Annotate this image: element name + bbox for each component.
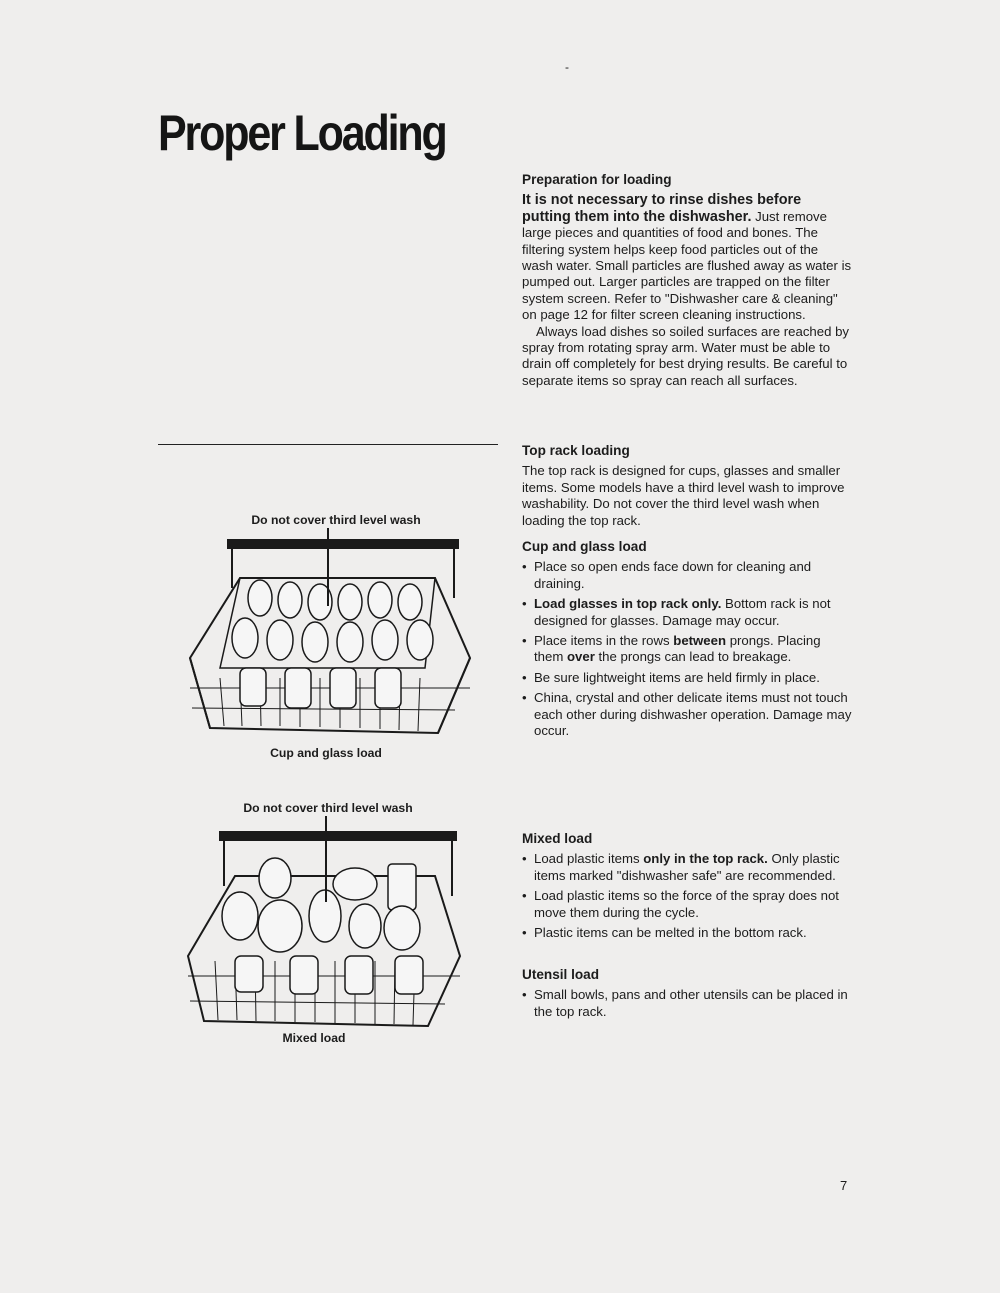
- preparation-body-2: Always load dishes so soiled surfaces are reached by spray from rotating spray arm. Water must be able to drain off completely for best drying results. Be careful to separate items so spray can reach all surfaces.: [522, 323, 850, 388]
- cup-glass-heading: Cup and glass load: [522, 539, 647, 554]
- list-item-text: Only plastic items marked "dishwasher safe" are recommended.: [534, 851, 840, 883]
- cup-glass-section: [522, 539, 852, 743]
- preparation-body: [522, 192, 852, 323]
- cup-glass-list: [522, 559, 852, 739]
- figure-2-label: Do not cover third level wash: [243, 801, 413, 815]
- list-item: [522, 851, 852, 884]
- bold-text: Load glasses in top rack only.: [534, 596, 722, 612]
- top-rack-section: [522, 443, 852, 529]
- utensil-section: [522, 967, 852, 1024]
- bold-text: only in the top rack.: [643, 851, 768, 867]
- preparation-heading: Preparation for loading: [522, 172, 672, 187]
- list-item: • Place so open ends face down for cleaning and draining.: [522, 559, 852, 592]
- preparation-section: [522, 172, 852, 389]
- list-item-text: prongs. Placing them: [534, 633, 821, 665]
- cup-glass-rack-illustration: [180, 528, 480, 744]
- mixed-section: [522, 831, 852, 945]
- list-item: • Be sure lightweight items are held firmly in place.: [522, 670, 852, 686]
- section-divider: [158, 444, 498, 445]
- figure-1-label: Do not cover third level wash: [251, 513, 421, 527]
- list-item: • Load plastic items so the force of the spray does not move them during the cycle.: [522, 888, 852, 921]
- top-rack-heading: Top rack loading: [522, 443, 630, 458]
- page-mark: -: [565, 60, 569, 74]
- mixed-list: [522, 851, 852, 941]
- list-item: • China, crystal and other delicate items must not touch each other during dishwasher operation. Damage may occur.: [522, 690, 852, 739]
- preparation-lead: It is not necessary to rinse dishes before putting them into the dishwasher.: [522, 192, 802, 225]
- top-rack-body: The top rack is designed for cups, glasses and smaller items. Some models have a third level wash to improve washability. Do not cover the third level wash when loading the top rack.: [522, 463, 845, 528]
- list-item-text: Place items in the rows: [534, 633, 674, 649]
- list-item-text: Load plastic items: [534, 851, 644, 867]
- bold-text: between: [673, 633, 727, 649]
- utensil-list: [522, 987, 852, 1020]
- bold-text: over: [566, 649, 595, 665]
- page-title: Proper Loading: [158, 105, 446, 161]
- list-item-text: the prongs can lead to breakage.: [594, 649, 792, 665]
- figure-1-caption: Cup and glass load: [270, 746, 382, 760]
- list-item: [522, 596, 852, 629]
- list-item: • Small bowls, pans and other utensils can be placed in the top rack.: [522, 987, 852, 1020]
- list-item-text: Bottom rack is not designed for glasses. Damage may occur.: [534, 596, 831, 628]
- utensil-heading: Utensil load: [522, 967, 600, 982]
- list-item: [522, 633, 852, 666]
- mixed-heading: Mixed load: [522, 831, 593, 846]
- list-item: • Plastic items can be melted in the bottom rack.: [522, 925, 852, 941]
- mixed-load-rack-illustration: [180, 816, 480, 1030]
- figure-2-caption: Mixed load: [282, 1031, 346, 1045]
- preparation-body-text: Just remove large pieces and quantities of food and bones. The filtering system helps keep food particles out of the wash water. Small particles are flushed away as water is pumped out. Larger particles are trapped on the filter system screen. Refer to "Dishwasher care & cleaning" on page 12 for filter screen cleaning instructions.: [522, 208, 852, 323]
- page-number: 7: [840, 1178, 848, 1193]
